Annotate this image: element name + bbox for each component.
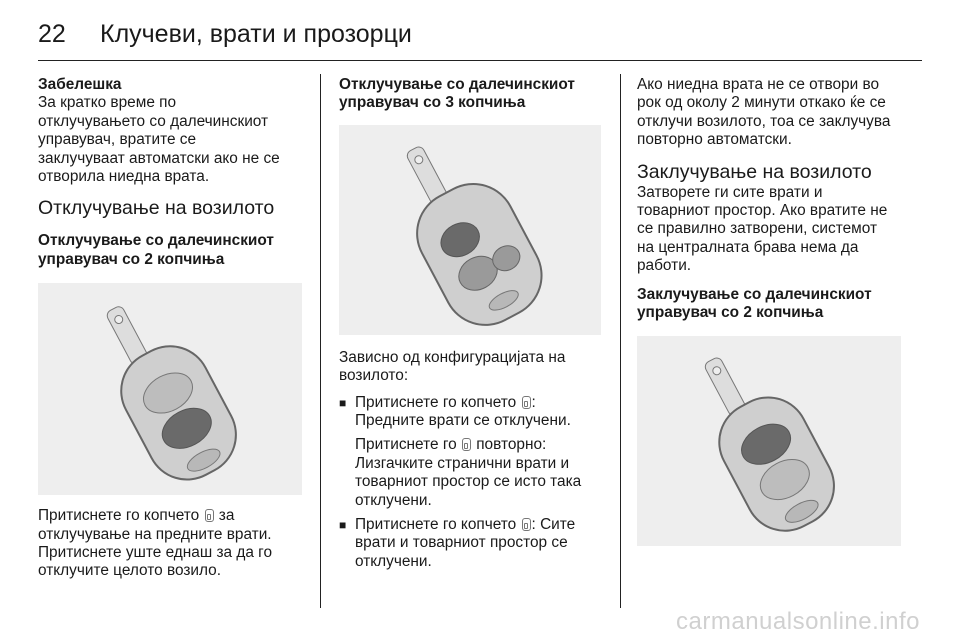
- page-header: [38, 14, 922, 54]
- key-fob-3-buttons-image: [339, 125, 601, 335]
- column-2: [339, 76, 609, 571]
- bullet-marker: ■: [339, 518, 347, 533]
- para-text: Притиснете го копчето: [38, 507, 204, 525]
- unlock-button-icon: [522, 518, 531, 531]
- bullet-item: [339, 516, 609, 571]
- section-heading-locking: Заклучување на возилото: [637, 160, 872, 183]
- bullet-text: Притиснете го копчето: [355, 393, 521, 411]
- intro-line: повторно автоматски.: [637, 131, 792, 149]
- intro-line: возилото:: [339, 367, 409, 385]
- column-divider-2: [620, 74, 621, 608]
- bullet-text: Притиснете го копчето: [355, 516, 521, 534]
- unlock-button-icon: [462, 438, 471, 451]
- bullet-text: : Сите: [531, 516, 576, 534]
- intro-line: рок од околу 2 минути откако ќе се: [637, 94, 886, 112]
- column-3: [637, 76, 922, 546]
- subheading-line: Отклучување со далечинскиот: [339, 76, 575, 93]
- note-line: За кратко време по: [38, 94, 177, 112]
- section-heading-unlocking: Отклучување на возилото: [38, 197, 275, 220]
- bullet-text: :: [531, 393, 536, 411]
- intro-line: Ако ниедна врата не се отвори во: [637, 76, 880, 93]
- bullet-line: отклучени.: [355, 552, 432, 570]
- subheading-line: управувач со 2 копчиња: [637, 304, 824, 322]
- para-line: отклучување на предните врати.: [38, 525, 272, 543]
- key-fob-2-buttons-unlock-image: [38, 283, 302, 495]
- key-fob-2-buttons-lock-image: [637, 336, 901, 546]
- intro-line: Зависно од конфигурацијата на: [339, 348, 566, 366]
- bullet-line: отклучени.: [355, 491, 432, 509]
- page-number: 22: [38, 20, 66, 48]
- bullet-line: врати и товарниот простор се: [355, 534, 568, 552]
- note-title: Забелешка: [38, 76, 122, 93]
- para-line: отклучите целото возило.: [38, 562, 221, 580]
- bullet-text: Притиснете го: [355, 436, 461, 454]
- column-1: [38, 76, 308, 581]
- column-divider-1: [320, 74, 321, 608]
- para-line: товарниот простор. Ако вратите не: [637, 202, 888, 220]
- intro-line: отклучи возилото, тоа се заклучува: [637, 112, 891, 130]
- note-line: заклучуваат автоматски ако не се: [38, 149, 280, 167]
- para-line: на централната брава нема да: [637, 238, 859, 256]
- para-line: Затворете ги сите врати и: [637, 183, 823, 201]
- bullet-line: Лизгачките странични врати и: [355, 454, 570, 472]
- subheading-line: Отклучување со далечинскиот: [38, 232, 274, 250]
- note-line: отворила ниедна врата.: [38, 168, 210, 186]
- bullet-line: Предните врати се отклучени.: [355, 412, 571, 430]
- bullet-marker: ■: [339, 395, 347, 410]
- note-line: управувач, вратите се: [38, 131, 197, 149]
- para-line: се правилно затворени, системот: [637, 220, 878, 238]
- subheading-line: Заклучување со далечинскиот: [637, 285, 872, 303]
- para-line: Притиснете уште еднаш за да го: [38, 544, 272, 562]
- unlock-button-icon: [205, 509, 214, 522]
- subheading-line: управувач со 3 копчиња: [339, 94, 526, 112]
- watermark: carmanualsonline.info: [676, 608, 920, 635]
- bullet-item: [339, 394, 609, 510]
- page-title: Клучеви, врати и прозорци: [100, 20, 412, 48]
- note-line: отклучувањето со далечинскиот: [38, 112, 269, 130]
- bullet-text: повторно:: [471, 436, 547, 454]
- subheading-line: управувач со 2 копчиња: [38, 250, 225, 268]
- para-line: работи.: [637, 257, 692, 275]
- para-text: за: [214, 507, 235, 525]
- unlock-button-icon: [522, 396, 531, 409]
- bullet-line: товарниот простор се исто така: [355, 473, 582, 491]
- header-rule: [38, 60, 922, 61]
